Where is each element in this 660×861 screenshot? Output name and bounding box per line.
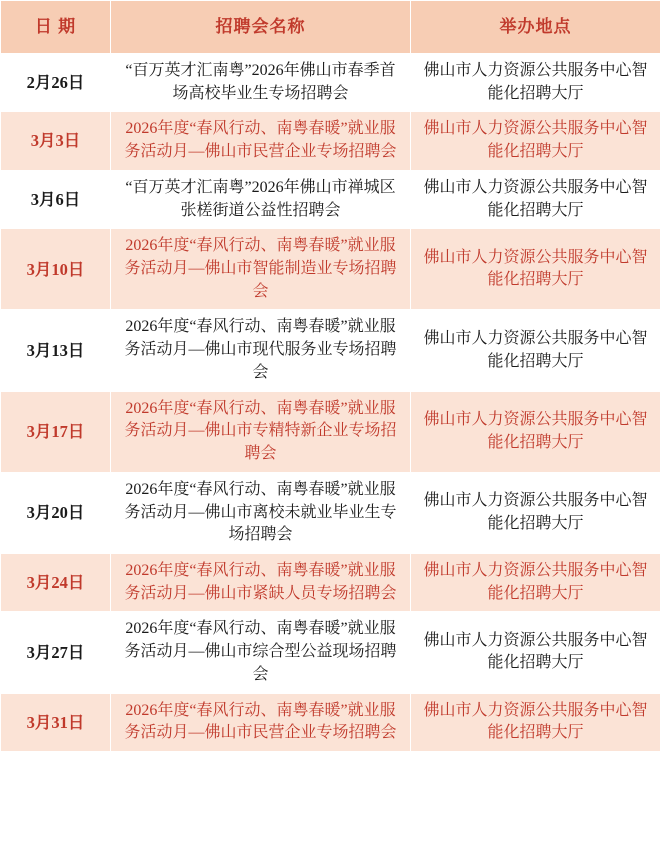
table-row	[1, 112, 660, 170]
column-header-name: 招聘会名称	[111, 1, 411, 54]
cell-venue: 佛山市人力资源公共服务中心智能化招聘大厅	[411, 612, 660, 693]
cell-fair-name: 2026年度“春风行动、南粤春暖”就业服务活动月—佛山市现代服务业专场招聘会	[111, 310, 411, 391]
cell-fair-name: 2026年度“春风行动、南粤春暖”就业服务活动月—佛山市专精特新企业专场招聘会	[111, 391, 411, 472]
column-header-venue: 举办地点	[411, 1, 660, 54]
table-row	[1, 310, 660, 391]
table-row	[1, 229, 660, 310]
column-header-date: 日 期	[1, 1, 111, 54]
table-header-row	[1, 1, 660, 54]
table-row	[1, 391, 660, 472]
table-row	[1, 693, 660, 751]
cell-fair-name: 2026年度“春风行动、南粤春暖”就业服务活动月—佛山市民营企业专场招聘会	[111, 112, 411, 170]
cell-date: 3月10日	[1, 229, 111, 310]
table-header	[1, 1, 660, 54]
cell-venue: 佛山市人力资源公共服务中心智能化招聘大厅	[411, 310, 660, 391]
table-row	[1, 472, 660, 553]
cell-venue: 佛山市人力资源公共服务中心智能化招聘大厅	[411, 170, 660, 228]
cell-date: 3月24日	[1, 553, 111, 611]
cell-venue: 佛山市人力资源公共服务中心智能化招聘大厅	[411, 391, 660, 472]
cell-date: 3月3日	[1, 112, 111, 170]
cell-date: 3月17日	[1, 391, 111, 472]
table-row	[1, 612, 660, 693]
cell-date: 3月31日	[1, 693, 111, 751]
cell-venue: 佛山市人力资源公共服务中心智能化招聘大厅	[411, 693, 660, 751]
cell-fair-name: 2026年度“春风行动、南粤春暖”就业服务活动月—佛山市离校未就业毕业生专场招聘会	[111, 472, 411, 553]
cell-date: 3月13日	[1, 310, 111, 391]
cell-venue: 佛山市人力资源公共服务中心智能化招聘大厅	[411, 553, 660, 611]
table-row	[1, 170, 660, 228]
cell-date: 3月6日	[1, 170, 111, 228]
cell-fair-name: “百万英才汇南粤”2026年佛山市禅城区张槎街道公益性招聘会	[111, 170, 411, 228]
cell-fair-name: 2026年度“春风行动、南粤春暖”就业服务活动月—佛山市智能制造业专场招聘会	[111, 229, 411, 310]
table-body	[1, 54, 660, 752]
cell-date: 3月27日	[1, 612, 111, 693]
cell-fair-name: 2026年度“春风行动、南粤春暖”就业服务活动月—佛山市综合型公益现场招聘会	[111, 612, 411, 693]
table-row	[1, 54, 660, 112]
cell-fair-name: 2026年度“春风行动、南粤春暖”就业服务活动月—佛山市紧缺人员专场招聘会	[111, 553, 411, 611]
cell-venue: 佛山市人力资源公共服务中心智能化招聘大厅	[411, 112, 660, 170]
cell-fair-name: “百万英才汇南粤”2026年佛山市春季首场高校毕业生专场招聘会	[111, 54, 411, 112]
cell-date: 3月20日	[1, 472, 111, 553]
table-row	[1, 553, 660, 611]
cell-date: 2月26日	[1, 54, 111, 112]
cell-venue: 佛山市人力资源公共服务中心智能化招聘大厅	[411, 54, 660, 112]
cell-fair-name: 2026年度“春风行动、南粤春暖”就业服务活动月—佛山市民营企业专场招聘会	[111, 693, 411, 751]
cell-venue: 佛山市人力资源公共服务中心智能化招聘大厅	[411, 472, 660, 553]
cell-venue: 佛山市人力资源公共服务中心智能化招聘大厅	[411, 229, 660, 310]
